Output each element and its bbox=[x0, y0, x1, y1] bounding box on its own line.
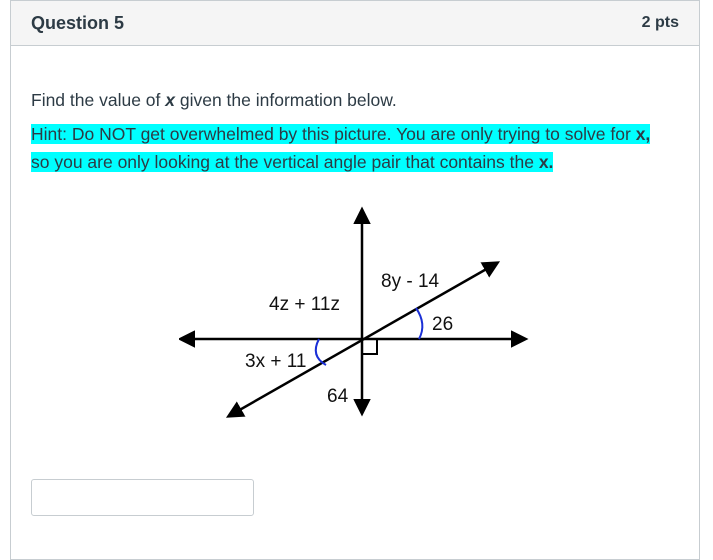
hint-bold-2: x. bbox=[538, 152, 554, 172]
hint-part-1: Hint: Do NOT get overwhelmed by this picture. You are only trying to solve for bbox=[31, 124, 636, 144]
angle-diagram-svg bbox=[179, 206, 539, 421]
label-3x-11: 3x + 11 bbox=[245, 351, 307, 372]
hint-part-2: so you are only looking at the vertical angle pair that contains the bbox=[31, 152, 539, 172]
hint-text bbox=[31, 120, 671, 176]
angle-diagram bbox=[179, 206, 539, 426]
label-8y-14: 8y - 14 bbox=[381, 271, 440, 292]
question-card bbox=[10, 0, 700, 560]
hint-bold-1: x, bbox=[635, 124, 651, 144]
label-64: 64 bbox=[327, 386, 349, 407]
right-angle-marker bbox=[362, 339, 377, 354]
angle-arc-26 bbox=[416, 308, 422, 339]
question-points: 2 pts bbox=[641, 14, 679, 31]
question-body bbox=[11, 89, 699, 176]
question-title: Question 5 bbox=[31, 12, 125, 33]
prompt-text-start: Find the value of bbox=[31, 90, 166, 110]
question-prompt bbox=[31, 89, 679, 111]
prompt-variable: x bbox=[165, 90, 175, 110]
question-header bbox=[11, 1, 699, 46]
prompt-text-end: given the information below. bbox=[174, 90, 397, 110]
label-4z-11z: 4z + 11z bbox=[269, 294, 340, 315]
label-26: 26 bbox=[432, 314, 454, 335]
answer-input[interactable] bbox=[31, 479, 254, 516]
